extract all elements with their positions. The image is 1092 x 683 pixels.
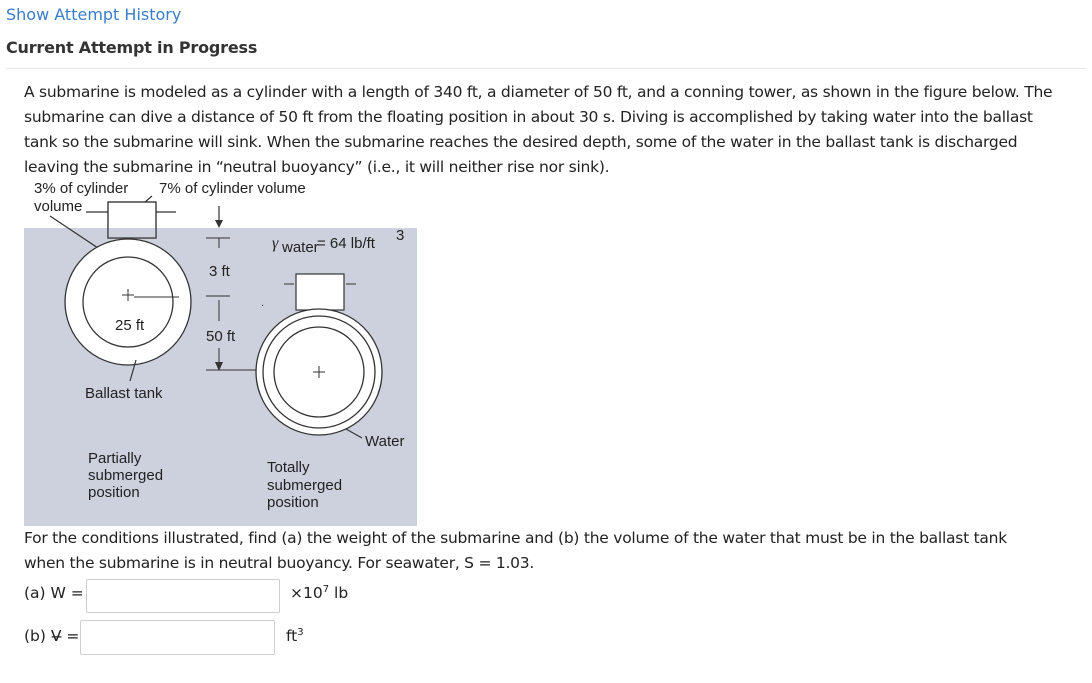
divider	[6, 68, 1086, 69]
attempt-status-heading: Current Attempt in Progress	[6, 38, 258, 57]
dim-50ft-label: 50 ft	[206, 328, 236, 345]
answer-a-input[interactable]	[86, 579, 280, 613]
total-label-line3: position	[267, 494, 319, 511]
question-intro	[24, 80, 1084, 180]
partial-label-line1: Partially	[88, 450, 142, 467]
partial-label-line3: position	[88, 484, 140, 501]
answer-b-label: (b) V̶ =	[24, 627, 80, 645]
show-attempt-history-link[interactable]: Show Attempt History	[6, 5, 182, 24]
label-7pct: 7% of cylinder volume	[159, 180, 306, 197]
answer-b-unit	[286, 627, 304, 645]
intro-line: leaving the submarine in “neutral buoyancy” (i.e., it will neither rise nor sink).	[24, 158, 610, 176]
total-label-line1: Totally	[267, 459, 310, 476]
ballast-tank-label: Ballast tank	[85, 385, 163, 402]
water-label: Water	[365, 433, 405, 450]
answer-b-input[interactable]	[80, 620, 275, 655]
gamma-symbol: γ	[272, 235, 279, 252]
partial-label-line2: submerged	[88, 467, 164, 484]
conning-tower-total	[296, 274, 344, 310]
gamma-value: = 64 lb/ft	[317, 235, 375, 252]
arrowhead	[215, 220, 223, 228]
submarine-figure	[24, 176, 417, 526]
tower-submerged-part	[108, 228, 156, 238]
intro-line: tank so the submarine will sink. When the submarine reaches the desired depth, some of the water in the ballast tank is discharged	[24, 133, 1018, 151]
intro-line: A submarine is modeled as a cylinder with a length of 340 ft, a diameter of 50 ft, and a conning tower, as shown in the figure below. The	[24, 83, 1053, 101]
question-task	[24, 526, 1084, 576]
label-3pct-line1: 3% of cylinder	[34, 180, 129, 197]
unit-exponent: 3	[297, 627, 304, 638]
gamma-exponent: 3	[396, 227, 405, 244]
intro-line: submarine can dive a distance of 50 ft from the floating position in about 30 s. Diving is accomplished by taking water into the ballast	[24, 108, 1033, 126]
dim-25ft-label: 25 ft	[115, 317, 145, 334]
dim-3ft-label: 3 ft	[209, 263, 230, 280]
gamma-subscript: water	[282, 239, 319, 256]
task-line: when the submarine is in neutral buoyancy. For seawater, S = 1.03.	[24, 554, 535, 572]
unit-exponent: 7	[322, 584, 330, 595]
label-3pct-line2: volume	[34, 198, 83, 215]
dot: .	[261, 298, 265, 309]
total-label-line2: submerged	[267, 477, 343, 494]
unit-base: ×10	[290, 584, 323, 603]
task-line: For the conditions illustrated, find (a) the weight of the submarine and (b) the volume of the water that must be in the ballast tank	[24, 529, 1007, 547]
unit-base: ft	[286, 627, 298, 646]
answer-a-label: (a) W =	[24, 584, 84, 602]
unit-tail: lb	[329, 584, 349, 603]
answer-a-unit	[290, 584, 348, 602]
